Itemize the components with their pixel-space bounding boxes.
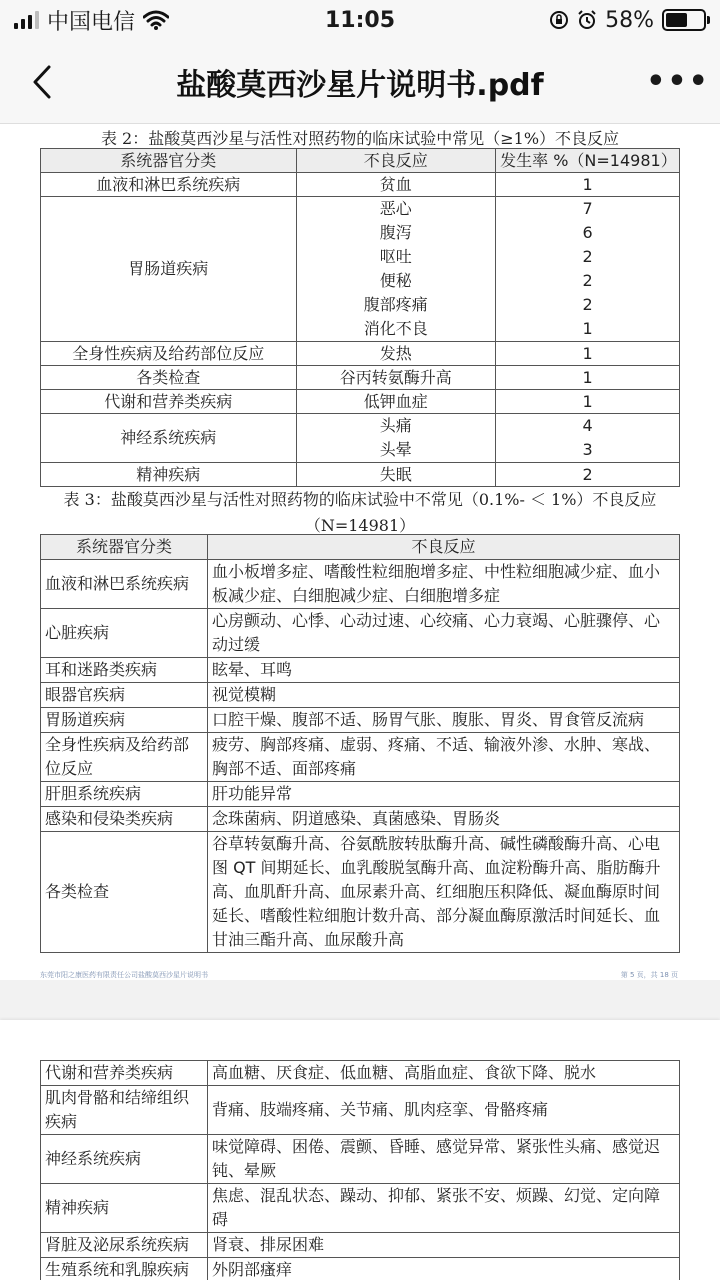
rate-line: 4: [582, 416, 593, 435]
reaction-cell: [296, 414, 496, 463]
category-cell: 心脏疾病: [41, 609, 208, 658]
reaction-cell: 味觉障碍、困倦、震颤、昏睡、感觉异常、紧张性头痛、感觉迟钝、晕厥: [208, 1135, 680, 1184]
rate-cell: [496, 197, 680, 342]
pdf-page: [0, 124, 720, 980]
category-cell: 代谢和营养类疾病: [41, 390, 297, 414]
reaction-cell: 高血糖、厌食症、低血糖、高脂血症、食欲下降、脱水: [208, 1061, 680, 1086]
reaction-cell: 肝功能异常: [208, 782, 680, 807]
rate-cell: 2: [496, 463, 680, 487]
table3-caption-n: （N=14981）: [304, 516, 416, 535]
more-options-button[interactable]: •••: [646, 64, 710, 99]
table-row: [41, 390, 680, 414]
reaction-cell: 口腔干燥、腹部不适、肠胃气胀、腹胀、胃炎、胃食管反流病: [208, 708, 680, 733]
category-cell: 肌肉骨骼和结缔组织疾病: [41, 1086, 208, 1135]
category-cell: 代谢和营养类疾病: [41, 1061, 208, 1086]
page-footer-left: 东莞市阳之康医药有限责任公司盐酸莫西沙星片说明书: [40, 971, 208, 979]
pdf-page: [0, 1020, 720, 1280]
reaction-cell: 失眠: [296, 463, 496, 487]
reaction-line: 腹部疼痛: [363, 295, 428, 314]
table-row: [41, 658, 680, 683]
wifi-icon: [143, 10, 169, 30]
reaction-cell: 视觉模糊: [208, 683, 680, 708]
category-cell: 全身性疾病及给药部位反应: [41, 342, 297, 366]
rate-line: 3: [582, 440, 593, 459]
table-row: [41, 173, 680, 197]
clock: 11:05: [324, 7, 396, 33]
battery-level: [666, 13, 687, 27]
reaction-cell: 焦虑、混乱状态、躁动、抑郁、紧张不安、烦躁、幻觉、定向障碍: [208, 1184, 680, 1233]
rate-line: 6: [582, 223, 593, 242]
category-cell: 感染和侵染类疾病: [41, 807, 208, 832]
table-row: [41, 708, 680, 733]
category-cell: 肝胆系统疾病: [41, 782, 208, 807]
rate-cell: 1: [496, 390, 680, 414]
category-cell: 全身性疾病及给药部位反应: [41, 733, 208, 782]
table2-header: 系统器官分类: [41, 149, 297, 173]
reaction-cell: 谷草转氨酶升高、谷氨酰胺转肽酶升高、碱性磷酸酶升高、心电图 QT 间期延长、血乳酸脱氢酶升高、血淀粉酶升高、脂肪酶升高、血肌酐升高、血尿素升高、红细胞压积降低、凝血酶原时间延长、嗜酸性粒细胞计数升高、部分凝血酶原激活时间延长、血甘油三酯升高、血尿酸升高: [208, 832, 680, 953]
table3-header: 系统器官分类: [41, 535, 208, 560]
reaction-line: 便秘: [379, 271, 412, 290]
rate-line: 1: [582, 319, 593, 338]
rotation-lock-icon: [549, 10, 569, 30]
category-cell: 精神疾病: [41, 463, 297, 487]
category-cell: 各类检查: [41, 366, 297, 390]
category-cell: 胃肠道疾病: [41, 708, 208, 733]
alarm-icon: [577, 10, 597, 30]
table-row: [41, 782, 680, 807]
category-cell: 生殖系统和乳腺疾病: [41, 1258, 208, 1280]
table3-caption: 表 3：盐酸莫西沙星与活性对照药物的临床试验中不常见（0.1%- ＜ 1%）不良反应: [63, 490, 657, 509]
category-cell: 血液和淋巴系统疾病: [41, 560, 208, 609]
category-cell: 神经系统疾病: [41, 414, 297, 463]
carrier-label: 中国电信: [47, 9, 136, 35]
category-cell: 眼器官疾病: [41, 683, 208, 708]
reaction-cell: 念珠菌病、阴道感染、真菌感染、胃肠炎: [208, 807, 680, 832]
table-row: [41, 807, 680, 832]
table-row: [41, 1184, 680, 1233]
rate-line: 2: [582, 247, 593, 266]
table-row: [41, 342, 680, 366]
reaction-cell: 疲劳、胸部疼痛、虚弱、疼痛、不适、输液外渗、水肿、寒战、胸部不适、面部疼痛: [208, 733, 680, 782]
rate-cell: 1: [496, 366, 680, 390]
rate-line: 7: [582, 199, 593, 218]
table-row: [41, 683, 680, 708]
battery-icon: [662, 9, 706, 31]
rate-cell: 1: [496, 173, 680, 197]
table-row: [41, 197, 680, 342]
reaction-cell: 谷丙转氨酶升高: [296, 366, 496, 390]
reaction-line: 头晕: [379, 440, 412, 459]
reaction-line: 头痛: [379, 416, 412, 435]
category-cell: 耳和迷路类疾病: [41, 658, 208, 683]
table-row: [41, 1061, 680, 1086]
battery-percent: 58%: [605, 7, 654, 33]
table-row: [41, 366, 680, 390]
table2-caption: 表 2：盐酸莫西沙星与活性对照药物的临床试验中常见（≥1%）不良反应: [100, 129, 620, 148]
table3-header: 不良反应: [208, 535, 680, 560]
reaction-cell: 肾衰、排尿困难: [208, 1233, 680, 1258]
table-row: [41, 560, 680, 609]
category-cell: 神经系统疾病: [41, 1135, 208, 1184]
table-row: [41, 832, 680, 953]
reaction-cell: 发热: [296, 342, 496, 366]
reaction-line: 腹泻: [379, 223, 412, 242]
reaction-cell: 血小板增多症、嗜酸性粒细胞增多症、中性粒细胞减少症、血小板减少症、白细胞减少症、白细胞增多症: [208, 560, 680, 609]
reaction-line: 消化不良: [363, 319, 428, 338]
table-row: [41, 414, 680, 463]
table-row: [41, 1086, 680, 1135]
reaction-line: 恶心: [379, 199, 412, 218]
rate-line: 2: [582, 295, 593, 314]
table3: [40, 534, 680, 953]
table3-continued: [40, 1060, 680, 1280]
status-bar: [0, 0, 720, 40]
category-cell: 精神疾病: [41, 1184, 208, 1233]
page-footer-right: 第 5 页，共 18 页: [620, 971, 678, 979]
rate-line: 2: [582, 271, 593, 290]
reaction-line: 呕吐: [379, 247, 412, 266]
page-title: 盐酸莫西沙星片说明书.pdf: [176, 67, 544, 103]
reaction-cell: 心房颤动、心悸、心动过速、心绞痛、心力衰竭、心脏骤停、心动过缓: [208, 609, 680, 658]
table-row: [41, 1258, 680, 1280]
reaction-cell: 贫血: [296, 173, 496, 197]
table-row: [41, 733, 680, 782]
reaction-cell: 背痛、肢端疼痛、关节痛、肌肉痉挛、骨骼疼痛: [208, 1086, 680, 1135]
category-cell: 各类检查: [41, 832, 208, 953]
signal-icon: [14, 11, 39, 29]
rate-cell: [496, 414, 680, 463]
category-cell: 肾脏及泌尿系统疾病: [41, 1233, 208, 1258]
chevron-left-icon: [31, 64, 53, 100]
reaction-cell: 外阴部瘙痒: [208, 1258, 680, 1280]
table-row: [41, 1135, 680, 1184]
reaction-cell: 低钾血症: [296, 390, 496, 414]
table2: [40, 148, 680, 487]
table2-header: 不良反应: [296, 149, 496, 173]
reaction-cell: 眩晕、耳鸣: [208, 658, 680, 683]
back-button[interactable]: [0, 40, 84, 124]
table2-header: 发生率 %（N=14981）: [496, 149, 680, 173]
category-cell: 胃肠道疾病: [41, 197, 297, 342]
table-row: [41, 463, 680, 487]
table-row: [41, 609, 680, 658]
reaction-cell: [296, 197, 496, 342]
table-row: [41, 1233, 680, 1258]
rate-cell: 1: [496, 342, 680, 366]
nav-bar: [0, 40, 720, 124]
category-cell: 血液和淋巴系统疾病: [41, 173, 297, 197]
